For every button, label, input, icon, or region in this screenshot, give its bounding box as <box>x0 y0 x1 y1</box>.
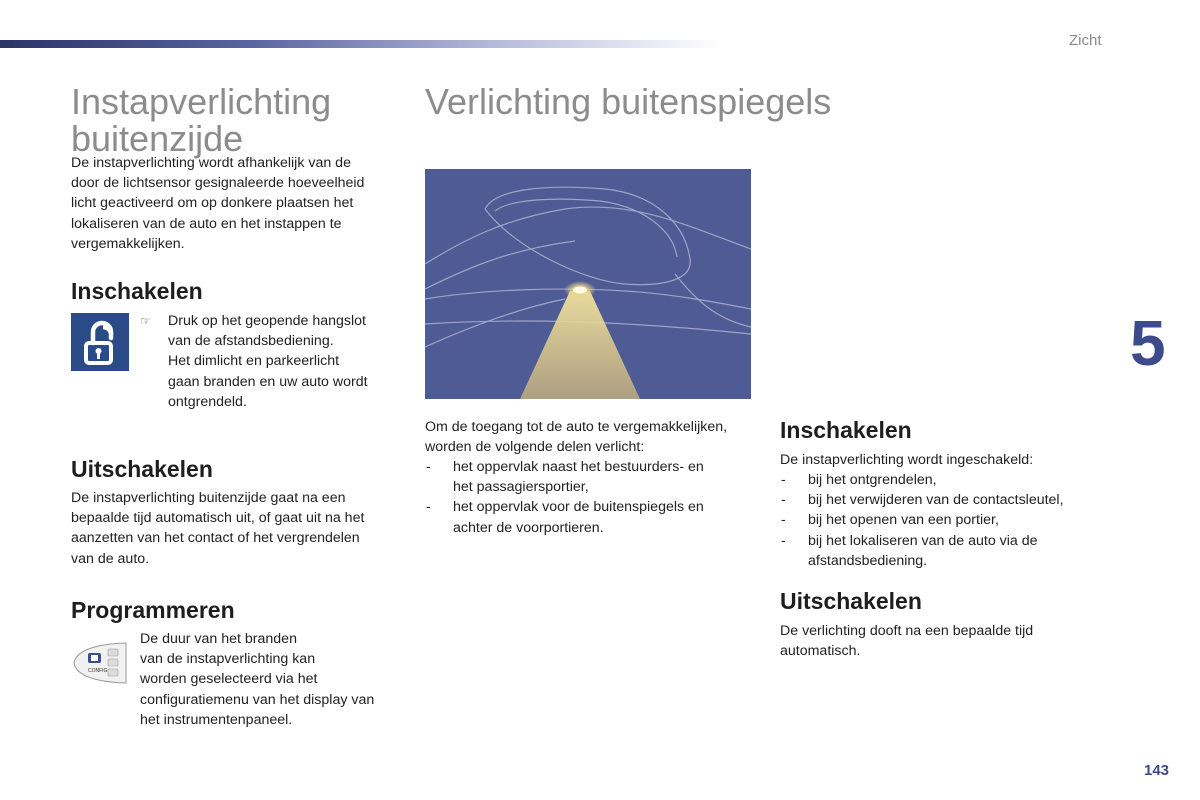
middle-intro <box>425 417 727 457</box>
steering-wheel-control-icon <box>72 641 128 685</box>
left-intro <box>71 153 364 254</box>
pointing-hand-icon: ☞ <box>140 314 151 328</box>
left-inschakelen-text <box>168 311 368 412</box>
text-line: aanzetten van het contact of het vergrendelen <box>71 530 360 547</box>
text-line: door de lichtsensor gesignaleerde hoeveelheid <box>71 175 365 192</box>
left-uitschakelen-text <box>71 488 364 569</box>
text-line: van de auto. <box>71 550 150 567</box>
left-programmeren-heading: Programmeren <box>71 597 235 623</box>
left-programmeren-text <box>140 629 374 730</box>
middle-title: Verlichting buitenspiegels <box>425 81 832 122</box>
text-line: worden de volgende delen verlicht: <box>425 439 645 456</box>
text-line: gaan branden en uw auto wordt <box>168 373 368 390</box>
text-line: De duur van het branden <box>140 631 297 647</box>
text-line: van de instapverlichting kan <box>140 651 316 668</box>
text-line: het passagiersportier, <box>453 479 589 496</box>
text-line: afstandsbediening. <box>808 552 928 569</box>
text-line: bij het ontgrendelen, <box>808 472 937 488</box>
text-line: het instrumentenpaneel. <box>140 711 293 728</box>
section-title: Zicht <box>1069 32 1102 49</box>
right-uitschakelen-text <box>780 621 1033 661</box>
unlock-icon <box>71 313 129 371</box>
text-line: vergemakkelijken. <box>71 235 185 252</box>
left-title <box>71 83 331 157</box>
list-item <box>780 470 1064 490</box>
right-inschakelen-intro: De instapverlichting wordt ingeschakeld: <box>780 452 1034 468</box>
left-inschakelen-heading: Inschakelen <box>71 278 203 304</box>
text-line: bepaalde tijd automatisch uit, of gaat uit na het <box>71 510 365 527</box>
list-item <box>425 497 704 537</box>
text-line: De verlichting dooft na een bepaalde tijd <box>780 623 1034 639</box>
text-line: licht geactiveerd om op donkere plaatsen het <box>71 195 354 212</box>
list-item <box>780 510 1064 530</box>
text-line: Het dimlicht en parkeerlicht <box>168 353 340 370</box>
left-title-line-2: buitenzijde <box>71 118 244 159</box>
text-line: De instapverlichting buitenzijde gaat na een <box>71 490 346 506</box>
text-line: lokaliseren van de auto en het instappen te <box>71 215 342 232</box>
text-line: worden geselecteerd via het <box>140 671 318 688</box>
right-inschakelen-heading: Inschakelen <box>780 417 912 443</box>
text-line: Druk op het geopende hangslot <box>168 313 366 329</box>
text-line: bij het openen van een portier, <box>808 512 999 529</box>
text-line: De instapverlichting wordt afhankelijk van de <box>71 155 351 171</box>
chapter-number: 5 <box>1130 307 1166 379</box>
svg-text:CONFIG: CONFIG <box>88 668 108 674</box>
middle-list <box>425 457 704 538</box>
left-uitschakelen-heading: Uitschakelen <box>71 456 213 482</box>
list-item <box>425 457 704 497</box>
mirror-light-illustration <box>425 169 751 399</box>
text-line: ontgrendeld. <box>168 393 247 410</box>
text-line: het oppervlak naast het bestuurders- en <box>453 459 704 475</box>
right-inschakelen-list <box>780 470 1064 571</box>
text-line: configuratiemenu van het display van <box>140 691 375 708</box>
header-gradient-bar <box>0 40 720 48</box>
left-title-line-1: Instapverlichting <box>71 81 332 122</box>
text-line: bij het lokaliseren van de auto via de <box>808 532 1038 549</box>
page-number: 143 <box>1144 762 1170 779</box>
text-line: bij het verwijderen van de contactsleutel, <box>808 492 1064 509</box>
text-line: het oppervlak voor de buitenspiegels en <box>453 499 704 516</box>
text-line: automatisch. <box>780 643 861 660</box>
list-item <box>780 531 1064 571</box>
text-line: achter de voorportieren. <box>453 519 604 536</box>
right-uitschakelen-heading: Uitschakelen <box>780 588 922 614</box>
list-item <box>780 490 1064 510</box>
text-line: Om de toegang tot de auto te vergemakkelijken, <box>425 419 728 435</box>
text-line: van de afstandsbediening. <box>168 333 334 350</box>
